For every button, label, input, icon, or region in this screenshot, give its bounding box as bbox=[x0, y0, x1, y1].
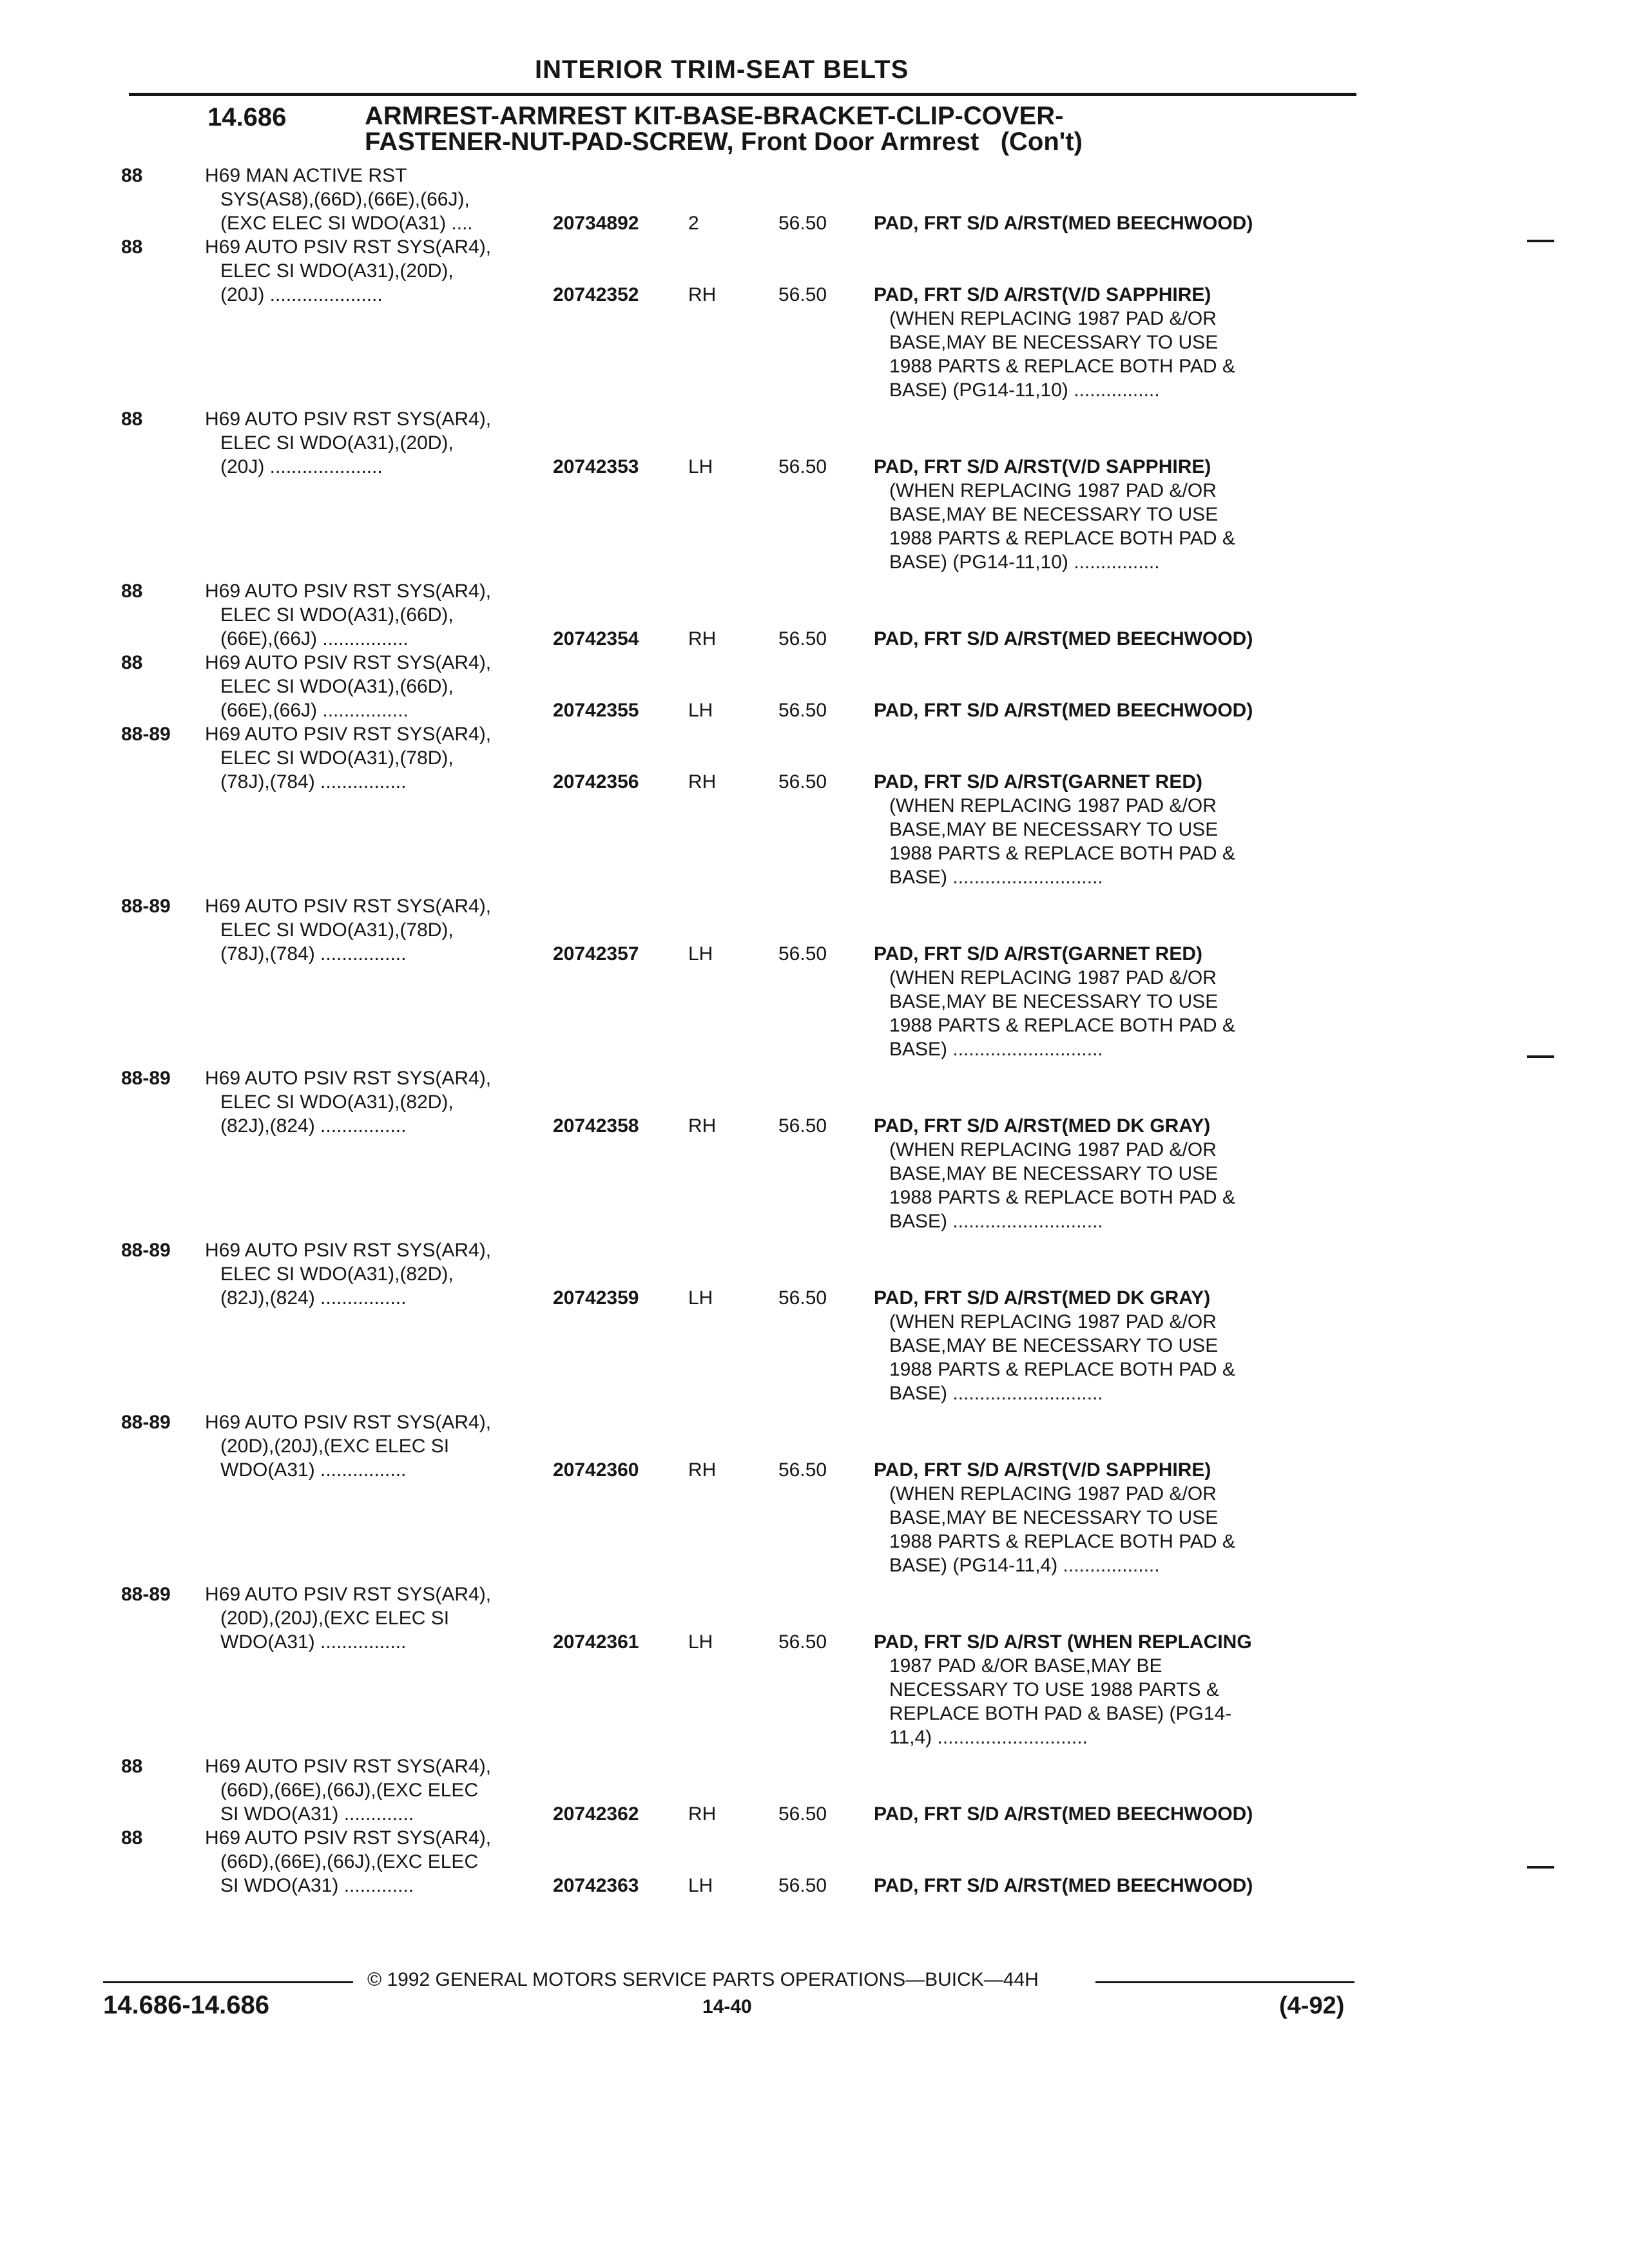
description-line: H69 AUTO PSIV RST SYS(AR4), bbox=[205, 896, 492, 917]
description-line: H69 MAN ACTIVE RST bbox=[205, 165, 407, 186]
part-name-line: 11,4) ............................ bbox=[889, 1727, 1088, 1748]
description-line: H69 AUTO PSIV RST SYS(AR4), bbox=[205, 236, 492, 258]
part-number: 20742358 bbox=[553, 1115, 639, 1137]
description-line: (66D),(66E),(66J),(EXC ELEC bbox=[220, 1780, 479, 1801]
part-name-line: PAD, FRT S/D A/RST(MED DK GRAY) bbox=[874, 1115, 1211, 1137]
part-name-line: PAD, FRT S/D A/RST(GARNET RED) bbox=[874, 943, 1202, 965]
description-line: (20J) ..................... bbox=[220, 284, 383, 305]
part-number: 20742362 bbox=[553, 1803, 639, 1825]
model-year: 88 bbox=[121, 1756, 143, 1777]
part-description bbox=[205, 235, 491, 307]
part-name-line: (WHEN REPLACING 1987 PAD &/OR bbox=[889, 967, 1217, 988]
part-row bbox=[0, 1238, 1629, 1410]
part-row bbox=[0, 1826, 1629, 1898]
part-name-line: PAD, FRT S/D A/RST(MED BEECHWOOD) bbox=[874, 628, 1253, 649]
part-name-line: BASE) ............................ bbox=[889, 1039, 1103, 1060]
description-line: ELEC SI WDO(A31),(66D), bbox=[220, 604, 454, 626]
description-line: H69 AUTO PSIV RST SYS(AR4), bbox=[205, 1584, 492, 1605]
part-description bbox=[205, 407, 491, 479]
description-line: (20J) ..................... bbox=[220, 456, 383, 477]
part-row bbox=[0, 164, 1629, 235]
quantity-side: RH bbox=[688, 284, 717, 305]
footer-page-number: 14-40 bbox=[702, 1996, 752, 2017]
quantity-side: RH bbox=[688, 628, 717, 649]
description-line: ELEC SI WDO(A31),(78D), bbox=[220, 747, 454, 769]
part-name-line: NECESSARY TO USE 1988 PARTS & bbox=[889, 1679, 1219, 1700]
part-row bbox=[0, 1582, 1629, 1754]
part-name-line: PAD, FRT S/D A/RST(MED BEECHWOOD) bbox=[874, 213, 1253, 234]
model-year: 88-89 bbox=[121, 1584, 171, 1605]
part-name-line: PAD, FRT S/D A/RST (WHEN REPLACING bbox=[874, 1631, 1252, 1653]
model-year: 88-89 bbox=[121, 1412, 171, 1433]
part-number: 20742354 bbox=[553, 628, 639, 649]
quantity-side: LH bbox=[688, 1875, 713, 1896]
description-line: H69 AUTO PSIV RST SYS(AR4), bbox=[205, 581, 492, 602]
part-name bbox=[874, 1802, 1253, 1826]
header-rule bbox=[129, 93, 1356, 96]
description-line: H69 AUTO PSIV RST SYS(AR4), bbox=[205, 1827, 492, 1849]
part-row bbox=[0, 579, 1629, 651]
part-description bbox=[205, 722, 491, 794]
part-description bbox=[205, 1826, 491, 1898]
footer-copyright: © 1992 GENERAL MOTORS SERVICE PARTS OPERATIONS—BUICK—44H bbox=[367, 1969, 1039, 1990]
model-year: 88-89 bbox=[121, 896, 171, 917]
part-name-line: 1988 PARTS & REPLACE BOTH PAD & bbox=[889, 1359, 1235, 1380]
part-name-line: BASE,MAY BE NECESSARY TO USE bbox=[889, 819, 1219, 840]
price: 56.50 bbox=[778, 628, 827, 649]
description-line: ELEC SI WDO(A31),(78D), bbox=[220, 919, 454, 941]
quantity-side: LH bbox=[688, 943, 713, 965]
description-line: ELEC SI WDO(A31),(66D), bbox=[220, 676, 454, 697]
price: 56.50 bbox=[778, 1631, 827, 1653]
part-description bbox=[205, 651, 491, 722]
description-line: (66E),(66J) ................ bbox=[220, 700, 409, 721]
part-name-line: BASE) ............................ bbox=[889, 1383, 1103, 1404]
part-name-line: BASE,MAY BE NECESSARY TO USE bbox=[889, 991, 1219, 1012]
part-name-line: 1988 PARTS & REPLACE BOTH PAD & bbox=[889, 356, 1235, 377]
part-name-line: BASE) (PG14-11,10) ................ bbox=[889, 552, 1160, 573]
part-number: 20742353 bbox=[553, 456, 639, 477]
price: 56.50 bbox=[778, 1459, 827, 1481]
quantity-side: RH bbox=[688, 1803, 717, 1825]
part-name-line: REPLACE BOTH PAD & BASE) (PG14- bbox=[889, 1703, 1232, 1724]
part-name-line: (WHEN REPLACING 1987 PAD &/OR bbox=[889, 308, 1217, 329]
part-name-line: PAD, FRT S/D A/RST(MED BEECHWOOD) bbox=[874, 1803, 1253, 1825]
group-title-line-2: FASTENER-NUT-PAD-SCREW, Front Door Armrest bbox=[365, 128, 979, 156]
part-name bbox=[874, 770, 1235, 889]
margin-tick bbox=[1527, 1866, 1554, 1869]
part-name-line: BASE) (PG14-11,10) ................ bbox=[889, 380, 1160, 401]
part-row bbox=[0, 407, 1629, 579]
model-year: 88 bbox=[121, 408, 143, 430]
part-name bbox=[874, 627, 1253, 651]
description-line: ELEC SI WDO(A31),(82D), bbox=[220, 1091, 454, 1113]
part-name-line: PAD, FRT S/D A/RST(MED BEECHWOOD) bbox=[874, 1875, 1253, 1896]
part-number: 20742360 bbox=[553, 1459, 639, 1481]
part-name-line: BASE) (PG14-11,4) .................. bbox=[889, 1555, 1160, 1576]
part-name bbox=[874, 1874, 1253, 1898]
part-number: 20742356 bbox=[553, 771, 639, 793]
price: 56.50 bbox=[778, 456, 827, 477]
description-line: H69 AUTO PSIV RST SYS(AR4), bbox=[205, 1412, 492, 1433]
parts-table bbox=[0, 164, 1629, 1898]
description-line: H69 AUTO PSIV RST SYS(AR4), bbox=[205, 1240, 492, 1261]
part-row bbox=[0, 1754, 1629, 1826]
description-line: WDO(A31) ................ bbox=[220, 1459, 407, 1481]
part-name-line: 1988 PARTS & REPLACE BOTH PAD & bbox=[889, 843, 1235, 864]
part-name-line: PAD, FRT S/D A/RST(GARNET RED) bbox=[874, 771, 1202, 793]
quantity-side: LH bbox=[688, 1631, 713, 1653]
model-year: 88-89 bbox=[121, 1240, 171, 1261]
part-row bbox=[0, 1410, 1629, 1582]
part-name-line: BASE,MAY BE NECESSARY TO USE bbox=[889, 332, 1219, 353]
description-line: (EXC ELEC SI WDO(A31) .... bbox=[220, 213, 473, 234]
price: 56.50 bbox=[778, 700, 827, 721]
part-number: 20742359 bbox=[553, 1287, 639, 1309]
description-line: H69 AUTO PSIV RST SYS(AR4), bbox=[205, 408, 492, 430]
quantity-side: LH bbox=[688, 1287, 713, 1309]
part-name-line: (WHEN REPLACING 1987 PAD &/OR bbox=[889, 1483, 1217, 1504]
description-line: (66E),(66J) ................ bbox=[220, 628, 409, 649]
part-name-line: 1988 PARTS & REPLACE BOTH PAD & bbox=[889, 1015, 1235, 1036]
part-name-line: 1988 PARTS & REPLACE BOTH PAD & bbox=[889, 1187, 1235, 1208]
description-line: (82J),(824) ................ bbox=[220, 1115, 407, 1137]
part-name-line: (WHEN REPLACING 1987 PAD &/OR bbox=[889, 480, 1217, 501]
quantity-side: RH bbox=[688, 1459, 717, 1481]
quantity-side: RH bbox=[688, 771, 717, 793]
part-name-line: 1988 PARTS & REPLACE BOTH PAD & bbox=[889, 528, 1235, 549]
part-name bbox=[874, 942, 1235, 1061]
part-name bbox=[874, 1630, 1252, 1749]
description-line: H69 AUTO PSIV RST SYS(AR4), bbox=[205, 724, 492, 745]
quantity-side: 2 bbox=[688, 213, 699, 234]
model-year: 88 bbox=[121, 165, 143, 186]
part-name-line: 1987 PAD &/OR BASE,MAY BE bbox=[889, 1655, 1162, 1677]
part-name-line: PAD, FRT S/D A/RST(MED BEECHWOOD) bbox=[874, 700, 1253, 721]
price: 56.50 bbox=[778, 1875, 827, 1896]
part-description bbox=[205, 1238, 491, 1310]
description-line: WDO(A31) ................ bbox=[220, 1631, 407, 1653]
description-line: ELEC SI WDO(A31),(20D), bbox=[220, 260, 454, 282]
part-row bbox=[0, 1066, 1629, 1238]
page-title: INTERIOR TRIM-SEAT BELTS bbox=[535, 55, 909, 84]
quantity-side: LH bbox=[688, 700, 713, 721]
part-name-line: BASE,MAY BE NECESSARY TO USE bbox=[889, 504, 1219, 525]
description-line: SYS(AS8),(66D),(66E),(66J), bbox=[220, 189, 470, 210]
part-number: 20742363 bbox=[553, 1875, 639, 1896]
part-description bbox=[205, 1582, 491, 1654]
footer-rule-right bbox=[1095, 1981, 1354, 1983]
part-name bbox=[874, 1458, 1235, 1577]
part-name-line: BASE,MAY BE NECESSARY TO USE bbox=[889, 1335, 1219, 1356]
part-name bbox=[874, 211, 1253, 235]
part-name-line: BASE) ............................ bbox=[889, 867, 1103, 888]
part-name-line: PAD, FRT S/D A/RST(V/D SAPPHIRE) bbox=[874, 1459, 1211, 1481]
price: 56.50 bbox=[778, 213, 827, 234]
price: 56.50 bbox=[778, 771, 827, 793]
price: 56.50 bbox=[778, 1287, 827, 1309]
part-name bbox=[874, 698, 1253, 722]
description-line: ELEC SI WDO(A31),(82D), bbox=[220, 1264, 454, 1285]
description-line: (78J),(784) ................ bbox=[220, 943, 407, 965]
part-number: 20742352 bbox=[553, 284, 639, 305]
part-name-line: (WHEN REPLACING 1987 PAD &/OR bbox=[889, 1139, 1217, 1160]
part-number: 20742357 bbox=[553, 943, 639, 965]
part-name-line: PAD, FRT S/D A/RST(V/D SAPPHIRE) bbox=[874, 284, 1211, 305]
description-line: (66D),(66E),(66J),(EXC ELEC bbox=[220, 1851, 479, 1872]
price: 56.50 bbox=[778, 1115, 827, 1137]
part-name bbox=[874, 1286, 1235, 1405]
margin-tick bbox=[1527, 240, 1554, 242]
price: 56.50 bbox=[778, 1803, 827, 1825]
part-description bbox=[205, 164, 473, 235]
part-row bbox=[0, 722, 1629, 894]
part-row bbox=[0, 651, 1629, 722]
part-name-line: (WHEN REPLACING 1987 PAD &/OR bbox=[889, 795, 1217, 816]
group-title bbox=[365, 103, 1083, 155]
description-line: H69 AUTO PSIV RST SYS(AR4), bbox=[205, 1068, 492, 1089]
part-row bbox=[0, 894, 1629, 1066]
description-line: (20D),(20J),(EXC ELEC SI bbox=[220, 1608, 450, 1629]
description-line: (78J),(784) ................ bbox=[220, 771, 407, 793]
model-year: 88 bbox=[121, 1827, 143, 1849]
part-description bbox=[205, 1410, 491, 1482]
footer-rule-left bbox=[103, 1981, 353, 1983]
description-line: SI WDO(A31) ............. bbox=[220, 1875, 414, 1896]
part-name-line: BASE) ............................ bbox=[889, 1211, 1103, 1232]
group-number: 14.686 bbox=[207, 103, 287, 131]
part-name bbox=[874, 455, 1235, 574]
description-line: H69 AUTO PSIV RST SYS(AR4), bbox=[205, 1756, 492, 1777]
part-number: 20742355 bbox=[553, 700, 639, 721]
description-line: (82J),(824) ................ bbox=[220, 1287, 407, 1309]
quantity-side: LH bbox=[688, 456, 713, 477]
part-description bbox=[205, 1754, 491, 1826]
footer-revision: (4-92) bbox=[1279, 1992, 1345, 2019]
part-name-line: BASE,MAY BE NECESSARY TO USE bbox=[889, 1507, 1219, 1528]
description-line: (20D),(20J),(EXC ELEC SI bbox=[220, 1436, 450, 1457]
model-year: 88 bbox=[121, 581, 143, 602]
group-title-continued: (Con't) bbox=[1000, 128, 1083, 156]
description-line: SI WDO(A31) ............. bbox=[220, 1803, 414, 1825]
description-line: H69 AUTO PSIV RST SYS(AR4), bbox=[205, 652, 492, 673]
margin-tick bbox=[1527, 1055, 1554, 1058]
group-title-line-1: ARMREST-ARMREST KIT-BASE-BRACKET-CLIP-COVER- bbox=[365, 102, 1064, 130]
part-description bbox=[205, 1066, 491, 1138]
footer-group-range: 14.686-14.686 bbox=[103, 1991, 270, 2019]
model-year: 88-89 bbox=[121, 1068, 171, 1089]
price: 56.50 bbox=[778, 284, 827, 305]
part-name bbox=[874, 283, 1235, 402]
model-year: 88-89 bbox=[121, 724, 171, 745]
part-name-line: 1988 PARTS & REPLACE BOTH PAD & bbox=[889, 1531, 1235, 1552]
part-number: 20734892 bbox=[553, 213, 639, 234]
part-name-line: (WHEN REPLACING 1987 PAD &/OR bbox=[889, 1311, 1217, 1332]
price: 56.50 bbox=[778, 943, 827, 965]
model-year: 88 bbox=[121, 236, 143, 258]
model-year: 88 bbox=[121, 652, 143, 673]
part-row bbox=[0, 235, 1629, 407]
part-number: 20742361 bbox=[553, 1631, 639, 1653]
description-line: ELEC SI WDO(A31),(20D), bbox=[220, 432, 454, 454]
part-description bbox=[205, 579, 491, 651]
part-name-line: PAD, FRT S/D A/RST(MED DK GRAY) bbox=[874, 1287, 1211, 1309]
part-name bbox=[874, 1114, 1235, 1233]
quantity-side: RH bbox=[688, 1115, 717, 1137]
part-name-line: PAD, FRT S/D A/RST(V/D SAPPHIRE) bbox=[874, 456, 1211, 477]
part-name-line: BASE,MAY BE NECESSARY TO USE bbox=[889, 1163, 1219, 1184]
part-description bbox=[205, 894, 491, 966]
